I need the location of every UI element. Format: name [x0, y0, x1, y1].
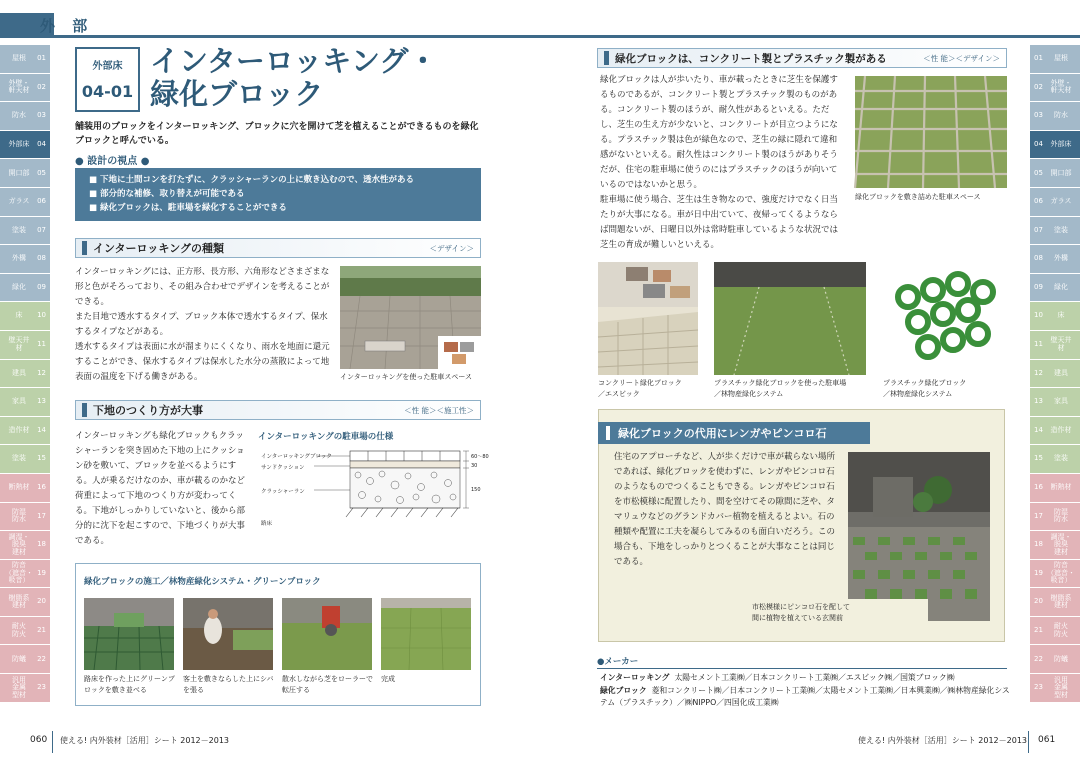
chapter-tab[interactable] — [0, 217, 50, 246]
header-rule — [0, 35, 1080, 38]
construction-step-photo-2 — [183, 598, 273, 670]
chapter-tab-number: 13 — [37, 397, 46, 406]
chapter-tab[interactable] — [1030, 445, 1080, 474]
chapter-tab[interactable] — [0, 188, 50, 217]
chapter-tab-number: 11 — [37, 340, 46, 349]
chapter-tab-label: 壁天井 材 — [8, 336, 30, 352]
chapter-tab[interactable] — [1030, 474, 1080, 503]
chapter-tab-number: 14 — [1034, 425, 1043, 434]
construction-step-caption-1: 路床を作った上にグリーンブロックを敷き並べる — [84, 675, 175, 694]
chapter-tab[interactable] — [1030, 531, 1080, 560]
chapter-tab-number: 04 — [1034, 139, 1043, 148]
chapter-tab[interactable] — [0, 74, 50, 103]
chapter-tab-number: 13 — [1034, 397, 1043, 406]
chapter-tab[interactable] — [0, 674, 50, 703]
chapter-tab-number: 05 — [1034, 168, 1043, 177]
maker-category-green-block: 緑化ブロック — [600, 685, 647, 695]
diagram-label-subgrade: 路床 — [261, 521, 273, 527]
chapter-tab[interactable] — [0, 560, 50, 589]
chapter-tab-number: 21 — [37, 626, 46, 634]
chapter-tab-number: 01 — [1034, 54, 1043, 63]
chapter-tab[interactable] — [1030, 588, 1080, 617]
chapter-tab-label: 防蟻 — [12, 654, 26, 663]
design-view-item: ■ 下地に土間コンを打たずに、クラッシャーランの上に敷き込むので、透水性がある — [89, 175, 414, 185]
chapter-tab-label: 造作材 — [1050, 425, 1072, 434]
construction-step-photo-1 — [84, 598, 174, 670]
chapter-tab-label: 塗装 — [1054, 454, 1068, 463]
chapter-tab-label: 汎用 金属 型材 — [12, 675, 26, 699]
chapter-tab[interactable] — [1030, 131, 1080, 160]
page-title-line2: 緑化ブロック — [150, 77, 324, 111]
chapter-tab-label: ガラス — [1050, 197, 1072, 206]
chapter-tab-label: 外構 — [1054, 254, 1068, 263]
chapter-tab[interactable] — [0, 274, 50, 303]
chapter-tab[interactable] — [1030, 331, 1080, 360]
chapter-tab-label: 耐火 防火 — [12, 622, 26, 638]
chapter-tab-label: 防音 （遮音・ 吸音） — [5, 561, 33, 585]
chapter-tab[interactable] — [0, 417, 50, 446]
construction-step-caption-2: 客土を敷きならした上にシバを張る — [183, 675, 274, 694]
chapter-tab-label: 開口部 — [8, 168, 30, 177]
design-view-item: ■ 緑化ブロックは、駐車場を緑化することができる — [89, 203, 287, 213]
chapter-tab[interactable] — [1030, 560, 1080, 589]
chapter-tab[interactable] — [1030, 417, 1080, 446]
chapter-tab[interactable] — [1030, 274, 1080, 303]
chapter-tab[interactable] — [1030, 188, 1080, 217]
chapter-tab-label: 塗装 — [1054, 225, 1068, 234]
chapter-tab[interactable] — [0, 45, 50, 74]
chapter-tab[interactable] — [1030, 617, 1080, 646]
cobblestone-entrance-photo — [848, 452, 990, 621]
cobblestone-caption: 市松模様にピンコロ石を配して 間に植物を植えている玄関前 — [752, 603, 850, 622]
chapter-tab[interactable] — [0, 645, 50, 674]
chapter-tab-label: 床 — [15, 311, 23, 320]
chapter-tab-number: 19 — [1034, 568, 1043, 577]
left-chapter-tabs — [0, 45, 50, 703]
maker-rule — [597, 668, 1007, 669]
chapter-tab-number: 09 — [1034, 282, 1043, 291]
chapter-tab-number: 23 — [37, 683, 46, 692]
maker-heading: ●メーカー — [597, 657, 639, 667]
chapter-tab-label: 断熱材 — [8, 483, 30, 492]
chapter-tab-number: 17 — [1034, 511, 1043, 520]
chapter-tab-number: 19 — [37, 568, 46, 577]
construction-title: 緑化ブロックの施工／林物産緑化システム・グリーンブロック — [84, 577, 321, 587]
chapter-tab[interactable] — [0, 302, 50, 331]
section-title: 緑化ブロックの代用にレンガやピンコロ石 — [618, 427, 827, 440]
green-block-text: 緑化ブロックは人が歩いたり、車が載ったときに芝生を保護するものであるが、コンクリート製とプラスチック製のものがある。コンクリート製のほうが、耐久性があるといえる。ただし、芝生の生え方が少ないと、コンクリートが目立つようになる。プラスチック製は色が緑色なので、芝生の緑に隠れて違和感がないといえる。耐久性はコンクリート製のほうがありそうだが、住宅の駐車場に使うのにはプラスチックのほうが向いているのではないかと思う。 駐車場に使う場合、芝生は生き物なので、強度だけでなく日当たりが大事になる。車が日中出ていて、夜帰ってくるようならば問題ないが、日曜日以外は常時駐車しているような状況では芝生の育成が難しいといえる。 — [600, 75, 839, 250]
section-title: 外 部 — [40, 17, 94, 35]
chapter-tab-label: ガラス — [8, 197, 30, 206]
green-block-parking-photo — [855, 76, 1007, 188]
interlocking-photo-caption: インターロッキングを使った駐車スペース — [340, 373, 473, 381]
chapter-tab-number: 23 — [1034, 683, 1043, 692]
section-title: 下地のつくり方が大事 — [93, 404, 203, 417]
chapter-tab-label: 耐火 防火 — [1054, 622, 1068, 638]
green-block-photo-caption: 緑化ブロックを敷き詰めた駐車スペース — [855, 193, 981, 201]
chapter-tab-label: 汎用 金属 型材 — [1054, 675, 1068, 699]
chapter-tab[interactable] — [0, 474, 50, 503]
chapter-tab[interactable] — [1030, 45, 1080, 74]
chapter-tab-number: 07 — [37, 225, 46, 234]
chapter-tab-label: 外壁・ 軒天材 — [1050, 79, 1072, 95]
section-title: インターロッキングの種類 — [93, 242, 225, 255]
plastic-green-block-photo — [883, 262, 1005, 375]
construction-step-caption-4: 完成 — [381, 675, 395, 683]
chapter-tab-label: 外構 — [12, 254, 26, 263]
chapter-tab-label: 防水 — [1054, 111, 1068, 120]
chapter-tab[interactable] — [0, 588, 50, 617]
chapter-tab-label: 防音 （遮音・ 吸音） — [1047, 561, 1075, 585]
page-title — [150, 45, 437, 111]
diagram-dim-block: 60～80 — [471, 454, 489, 460]
footer-divider-left — [52, 731, 53, 753]
chapter-tab[interactable] — [0, 245, 50, 274]
chapter-tab-label: 建具 — [1054, 368, 1068, 377]
diagram-dim-sand: 30 — [471, 463, 478, 469]
maker-list — [600, 672, 1010, 710]
brick-substitute-text: 住宅のアプローチなど、人が歩くだけで車が載らない場所であれば、緑化ブロックを使わずに、レンガやピンコロ石のようなものでつくることもできる。レンガやピンコロ石を市松模様に配置したり、間を空けてその隙間に芝や、タマリュウなどのグランドカバー植物を植えるとよい。石の種類や配置に工夫を凝らしてみるのも面白いだろう。この場合も、下地をしっかりとつくることが大事なことは同じである。 — [614, 452, 836, 567]
chapter-tab-label: 調湿・ 脱臭 建材 — [8, 532, 30, 556]
chapter-tab[interactable] — [0, 617, 50, 646]
plastic-block-caption: プラスチック緑化ブロック ／林物産緑化システム — [883, 379, 967, 398]
chapter-tab-label: 外壁・ 軒天材 — [8, 79, 30, 95]
chapter-tab-number: 21 — [1034, 626, 1043, 634]
chapter-tab[interactable] — [0, 503, 50, 532]
chapter-tab[interactable] — [1030, 74, 1080, 103]
chapter-tab-label: 壁天井 材 — [1050, 336, 1072, 352]
chapter-tab[interactable] — [1030, 388, 1080, 417]
chapter-tab[interactable] — [1030, 674, 1080, 703]
section-code-number: 04-01 — [81, 82, 134, 101]
foundation-cross-section-diagram — [258, 445, 489, 537]
chapter-tab-number: 16 — [1034, 483, 1043, 492]
footer-divider-right — [1028, 731, 1029, 753]
chapter-tab-label: 外部床 — [8, 139, 30, 148]
chapter-tab[interactable] — [1030, 503, 1080, 532]
diagram-label-crusher-run: クラッシャーラン — [261, 489, 305, 495]
chapter-tab[interactable] — [0, 331, 50, 360]
concrete-green-block-photo — [598, 262, 698, 375]
chapter-tab-number: 22 — [37, 654, 46, 663]
chapter-tab-number: 02 — [37, 82, 46, 91]
diagram-title: インターロッキングの駐車場の仕様 — [258, 432, 394, 442]
design-view-item: ■ 部分的な補修、取り替えが可能である — [89, 189, 245, 199]
chapter-tab-number: 22 — [1034, 654, 1043, 663]
intro-text: 舗装用のブロックをインターロッキング、ブロックに穴を開けて芝を植えることができるものを緑化ブロックと呼んでいる。 — [75, 122, 479, 146]
chapter-tab-number: 07 — [1034, 225, 1043, 234]
construction-step-photo-3 — [282, 598, 372, 670]
chapter-tab-label: 開口部 — [1050, 168, 1072, 177]
chapter-tab-number: 03 — [1034, 111, 1043, 120]
section-tag: ＜性 能＞＜施工性＞ — [404, 405, 474, 415]
construction-step-caption-3: 散水しながら芝をローラーで転圧する — [282, 675, 373, 694]
chapter-tab[interactable] — [0, 159, 50, 188]
chapter-tab-number: 20 — [37, 597, 46, 606]
chapter-tab-label: 家具 — [12, 397, 26, 406]
design-view-box — [75, 168, 481, 221]
chapter-tab-label: 建具 — [12, 368, 26, 377]
chapter-tab-number: 15 — [37, 454, 46, 463]
interlocking-parking-photo — [340, 266, 481, 369]
chapter-tab-label: 調湿・ 脱臭 建材 — [1050, 532, 1072, 556]
chapter-tab-number: 18 — [1034, 540, 1043, 549]
foundation-text: インターロッキングも緑化ブロックもクラッシャーランを突き固めた下地の上にクッション砂を敷いて、ブロックを並べるようにする。人が乗るだけなのか、車が載るのかなど荷重によって下地のつくり方が変わってくる。下地がしっかりしていないと、後から部分的に沈下を起こすので、下地づくりが大事である。 — [75, 431, 246, 546]
page-number-right: 061 — [1038, 735, 1056, 745]
chapter-tab-label: 防水 — [12, 111, 26, 120]
book-title-right: 使える! 内外装材［活用］シート 2012－2013 — [858, 736, 1028, 745]
chapter-tab-number: 12 — [37, 368, 46, 377]
maker-category-interlocking: インターロッキング — [600, 673, 670, 682]
chapter-tab-number: 03 — [37, 111, 46, 120]
section-tag: ＜性 能＞＜デザイン＞ — [923, 53, 1000, 63]
chapter-tab[interactable] — [1030, 302, 1080, 331]
chapter-tab-number: 06 — [1034, 197, 1043, 206]
chapter-tab-label: 造作材 — [8, 425, 30, 434]
book-title-left: 使える! 内外装材［活用］シート 2012－2013 — [60, 736, 230, 745]
chapter-tab-label: 防蟻 — [1054, 654, 1068, 663]
design-view-heading: ● 設計の視点 ● — [75, 156, 150, 167]
chapter-tab-number: 01 — [37, 54, 46, 63]
chapter-tab-number: 02 — [1034, 82, 1043, 91]
chapter-tab-number: 15 — [1034, 454, 1043, 463]
page-title-line1: インターロッキング・ — [150, 44, 438, 78]
chapter-tab-label: 床 — [1057, 311, 1065, 320]
chapter-tab[interactable] — [1030, 360, 1080, 389]
chapter-tab-number: 18 — [37, 540, 46, 549]
chapter-tab[interactable] — [0, 445, 50, 474]
chapter-tab-number: 17 — [37, 511, 46, 520]
section-header-foundation — [75, 400, 481, 420]
chapter-tab-number: 04 — [37, 139, 46, 148]
chapter-tab[interactable] — [0, 102, 50, 131]
construction-step-photo-4 — [381, 598, 471, 670]
chapter-tab[interactable] — [1030, 217, 1080, 246]
page-number-left: 060 — [30, 735, 48, 745]
section-header-interlocking-types — [75, 238, 481, 258]
chapter-tab-label: 樹脂系 建材 — [8, 593, 30, 610]
chapter-tab-number: 16 — [37, 483, 46, 492]
chapter-tab[interactable] — [0, 388, 50, 417]
chapter-tab-label: 樹脂系 建材 — [1050, 593, 1072, 610]
chapter-tab[interactable] — [1030, 102, 1080, 131]
diagram-label-sand: サンドクッション — [261, 465, 305, 471]
chapter-tab-label: 塗装 — [12, 454, 26, 463]
chapter-tab-number: 20 — [1034, 597, 1043, 606]
interlocking-types-text: インターロッキングには、正方形、長方形、六角形などさまざまな形と色がそろっており、その組み合わせでデザインを考えることができる。 また目地で透水するタイプ、ブロック本体で透水するタイプ、保水するタイプなどがある。 透水するタイプは表面に水が溜まりにくくなり、雨水を地面に還元することができ、保水するタイプは保水した水分の蒸散によって地表面の温度を下げる働きがある。 — [75, 267, 330, 382]
section-code-label: 外部床 — [92, 61, 123, 72]
chapter-tab-label: 屋根 — [1054, 54, 1068, 63]
chapter-tab[interactable] — [1030, 245, 1080, 274]
chapter-tab[interactable] — [1030, 645, 1080, 674]
right-chapter-tabs — [1030, 45, 1080, 703]
chapter-tab-number: 06 — [37, 197, 46, 206]
chapter-tab-label: 塗装 — [12, 225, 26, 234]
section-tag: ＜デザイン＞ — [429, 243, 474, 253]
chapter-tab-number: 09 — [37, 282, 46, 291]
chapter-tab-label: 断熱材 — [1050, 483, 1072, 492]
maker-names-interlocking: 太陽セメント工業㈱／日本コンクリート工業㈱／エスビック㈱／国策ブロック㈱ — [674, 673, 955, 682]
chapter-tab-label: 家具 — [1054, 397, 1068, 406]
section-header-concrete-plastic — [597, 48, 1007, 68]
chapter-tab-number: 11 — [1034, 340, 1043, 349]
chapter-tab-number: 08 — [1034, 254, 1043, 263]
chapter-tab-number: 12 — [1034, 368, 1043, 377]
chapter-tab[interactable] — [1030, 159, 1080, 188]
chapter-tab[interactable] — [0, 531, 50, 560]
concrete-block-caption: コンクリート緑化ブロック ／エスビック — [598, 379, 682, 398]
chapter-tab-label: 外部床 — [1050, 139, 1072, 148]
chapter-tab-number: 10 — [37, 311, 46, 320]
chapter-tab-number: 05 — [37, 168, 46, 177]
chapter-tab-label: 防湿 防水 — [12, 507, 26, 524]
plastic-block-parking-photo — [714, 262, 866, 375]
chapter-tab-number: 14 — [37, 425, 46, 434]
chapter-tab[interactable] — [0, 131, 50, 160]
brick-substitute-header — [598, 422, 870, 444]
chapter-tab-label: 緑化 — [12, 282, 26, 291]
chapter-tab[interactable] — [0, 360, 50, 389]
section-code-box — [75, 47, 140, 112]
chapter-tab-label: 防湿 防水 — [1054, 507, 1068, 524]
diagram-label-block: インターロッキングブロック — [261, 454, 332, 460]
chapter-tab-label: 緑化 — [1054, 282, 1068, 291]
chapter-tab-number: 08 — [37, 254, 46, 263]
chapter-tab-number: 10 — [1034, 311, 1043, 320]
plastic-parking-caption: プラスチック緑化ブロックを使った駐車場 ／林物産緑化システム — [714, 379, 847, 398]
maker-names-green-block: 菱和コンクリート㈱／日本コンクリート工業㈱／太陽セメント工業㈱／日本興業㈱／㈱林物産緑化システム（プラスチック）／㈱NIPPO／四国化成工業㈱ — [600, 685, 1010, 707]
diagram-dim-crusher: 150 — [471, 487, 481, 493]
section-title: 緑化ブロックは、コンクリート製とプラスチック製がある — [615, 52, 887, 65]
chapter-tab-label: 屋根 — [12, 54, 26, 63]
